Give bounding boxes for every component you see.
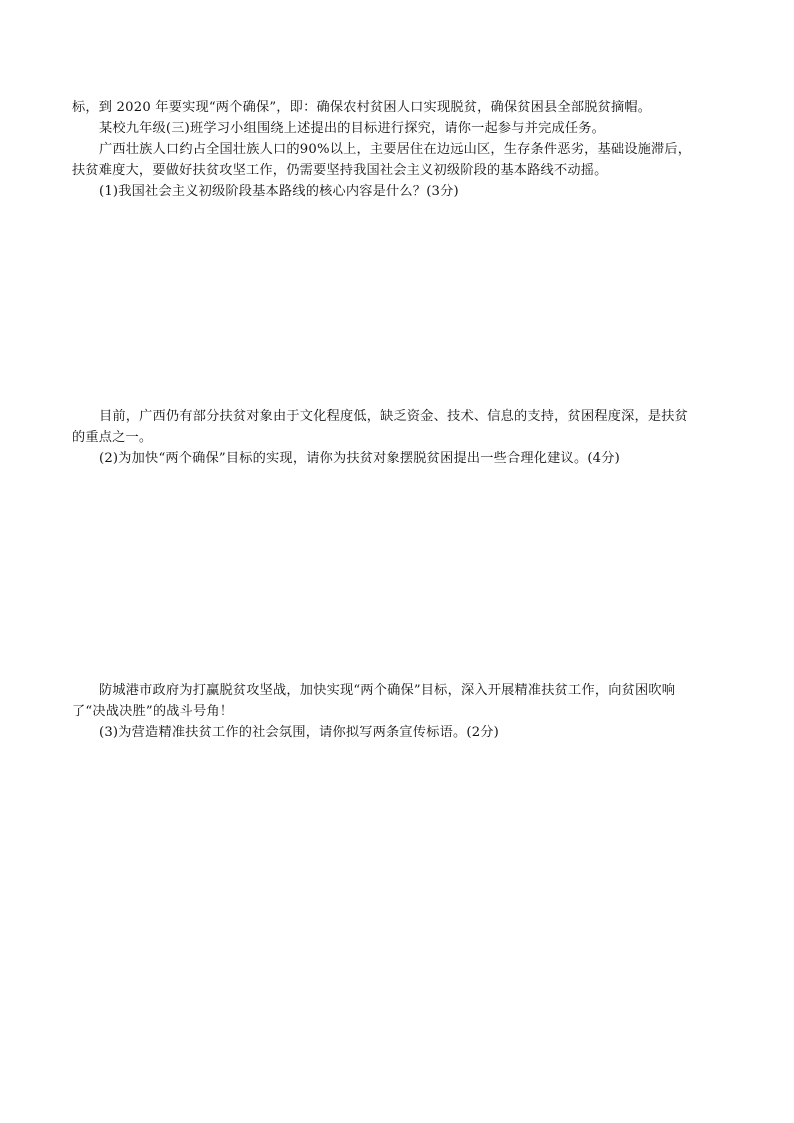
text-line: 防城港市政府为打赢脱贫攻坚战，加快实现“两个确保”目标，深入开展精准扶贫工作，向贫困吹响 xyxy=(99,683,676,698)
text-line: 目前，广西仍有部分扶贫对象由于文化程度低，缺乏资金、技术、信息的支持，贫困程度深，是扶贫 xyxy=(99,409,689,424)
text-line: 扶贫难度大，要做好扶贫攻坚工作，仍需要坚持我国社会主义初级阶段的基本路线不动摇。 xyxy=(72,163,608,178)
text-line: 标，到 2020 年要实现“两个确保”，即：确保农村贫困人口实现脱贫，确保贫困县全部脱贫摘帽。 xyxy=(72,100,652,115)
question-3: (3)为营造精准扶贫工作的社会氛围，请你拟写两条宣传标语。(2分) xyxy=(99,725,500,740)
passage-section-2 xyxy=(72,406,722,469)
text-line: 的重点之一。 xyxy=(72,430,153,445)
text-line: 广西壮族人口约占全国壮族人口的90%以上，主要居住在边远山区，生存条件恶劣，基础设施滞后， xyxy=(99,142,692,157)
text-line: 了“决战决胜”的战斗号角！ xyxy=(72,704,234,719)
question-1: (1)我国社会主义初级阶段基本路线的核心内容是什么？(3分) xyxy=(99,184,459,199)
text-line: 某校九年级(三)班学习小组围绕上述提出的目标进行探究，请你一起参与并完成任务。 xyxy=(99,121,606,136)
passage-section-3 xyxy=(72,680,722,743)
passage-section-1 xyxy=(72,97,722,202)
question-2: (2)为加快“两个确保”目标的实现，请你为扶贫对象摆脱贫困提出一些合理化建议。(4分) xyxy=(99,451,621,466)
